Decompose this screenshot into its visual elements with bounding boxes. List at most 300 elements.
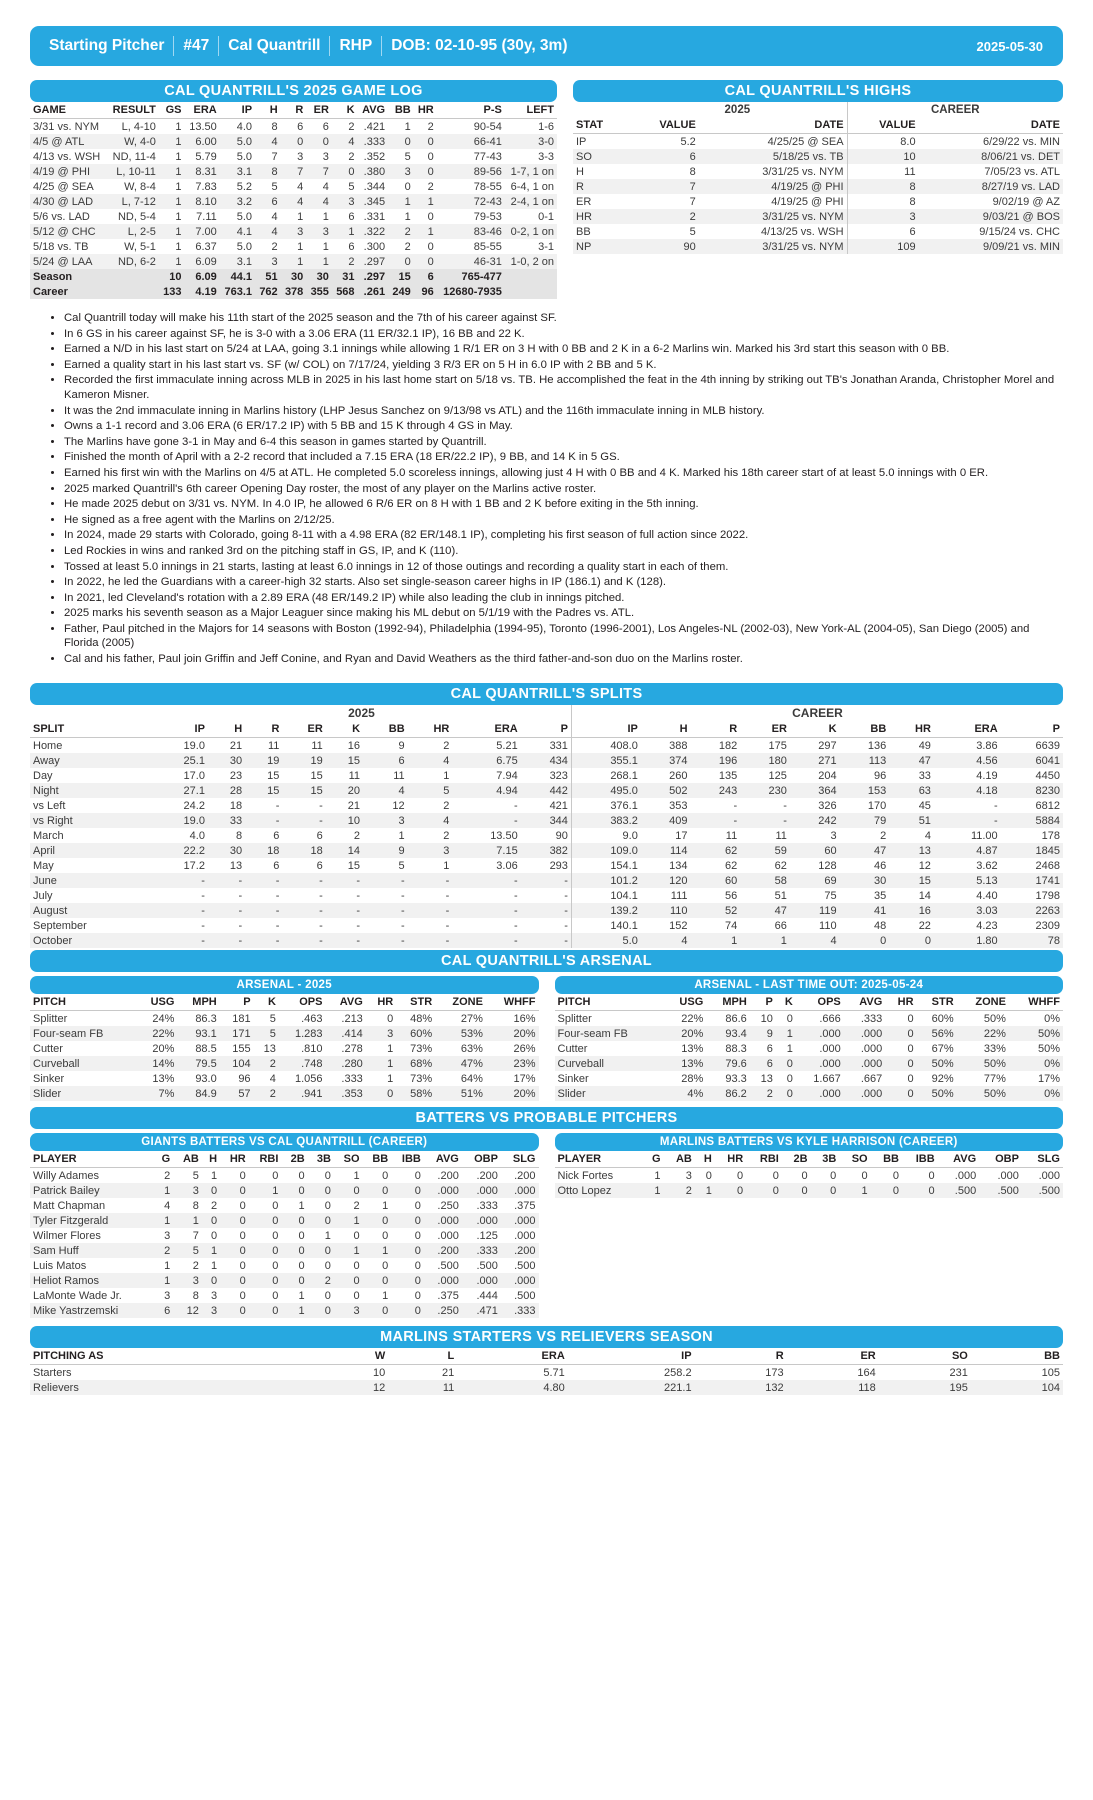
- table-cell: 6: [164, 1304, 171, 1317]
- table-cell: 0: [324, 1244, 331, 1257]
- gamelog-header-row: [30, 102, 557, 119]
- table-cell: 22%: [681, 1012, 704, 1025]
- note-item: • It was the 2nd immaculate inning in Marlins history (LHP Jesus Sanchez on 9/13/98 vs ATL) and the 116th immaculate inning in MLB history.: [64, 404, 1063, 419]
- table-cell: 0: [210, 1274, 218, 1287]
- table-cell: 4.56: [976, 754, 998, 767]
- table-cell: Cutter: [33, 1042, 63, 1055]
- table-cell: .500: [514, 1259, 536, 1272]
- table-cell: 0: [705, 1169, 712, 1182]
- table-cell: 62: [774, 859, 787, 872]
- table-cell: 2: [210, 1199, 218, 1212]
- gamelog-table: [30, 102, 557, 299]
- column-header: PITCH: [555, 994, 664, 1011]
- table-cell: 9/02/19 @ AZ: [992, 195, 1060, 208]
- table-cell: 49: [918, 739, 931, 752]
- table-cell: 0: [210, 1214, 218, 1227]
- table-cell: 111: [670, 889, 688, 902]
- table-cell: 15: [310, 769, 323, 782]
- table-cell: 3-1: [538, 240, 554, 253]
- table-cell: 0: [324, 1289, 331, 1302]
- table-cell: 2: [348, 150, 355, 163]
- table-cell: 0: [382, 1214, 389, 1227]
- table-cell: 5: [192, 1169, 199, 1182]
- table-cell: 110: [669, 904, 688, 917]
- highs-title: CAL QUANTRILL'S HIGHS: [573, 80, 1063, 102]
- table-cell: 173: [765, 1366, 784, 1379]
- table-cell: .500: [1038, 1184, 1060, 1197]
- table-cell: 9.0: [571, 828, 640, 843]
- arsenal-2025-title: ARSENAL - 2025: [30, 976, 539, 994]
- table-cell: -: [319, 889, 323, 902]
- table-cell: 5.21: [496, 739, 518, 752]
- gamelog-section: [30, 80, 557, 299]
- table-cell: 1: [654, 1184, 661, 1197]
- table-cell: .200: [514, 1169, 536, 1182]
- gamelog-total-row: [30, 269, 557, 284]
- table-cell: 15: [267, 769, 280, 782]
- table-cell: 3: [387, 1027, 394, 1040]
- table-cell: -: [201, 919, 205, 932]
- table-cell: 11: [311, 739, 323, 752]
- table-cell: 0%: [1044, 1087, 1060, 1100]
- table-cell: 1: [443, 859, 450, 872]
- column-header: AVG: [358, 102, 389, 119]
- table-cell: 0: [801, 1184, 808, 1197]
- table-cell: -: [319, 814, 323, 827]
- table-cell: 57: [238, 1087, 251, 1100]
- table-cell: .250: [437, 1304, 459, 1317]
- table-cell: Starters: [33, 1366, 72, 1379]
- column-header: L: [388, 1348, 457, 1365]
- note-item: • In 2024, made 29 starts with Colorado, going 8-11 with a 4.98 ERA (82 ER/148.1 IP), completing his first season of full action since 2022.: [64, 528, 1063, 543]
- table-cell: 2: [443, 829, 450, 842]
- table-cell: 0: [348, 165, 355, 178]
- note-item: • Finished the month of April with a 2-2 record that included a 7.15 ERA (18 ER/22.2 IP), 9 BB, and 14 K in 5 GS.: [64, 450, 1063, 465]
- table-cell: 1: [322, 210, 329, 223]
- column-header: P: [750, 994, 776, 1011]
- table-cell: .375: [437, 1289, 459, 1302]
- table-cell: October: [33, 934, 73, 947]
- column-header: BB: [871, 1151, 902, 1168]
- table-cell: 9/09/21 vs. MIN: [982, 240, 1060, 253]
- table-cell: 4.23: [976, 919, 998, 932]
- table-cell: 13.50: [490, 829, 518, 842]
- table-cell: 0: [239, 1244, 246, 1257]
- table-cell: 0-1: [538, 210, 554, 223]
- gamelog-total-row: [30, 284, 557, 299]
- table-cell: 1-7, 1 on: [510, 165, 554, 178]
- column-header: SO: [334, 1151, 363, 1168]
- table-cell: 0: [382, 1259, 389, 1272]
- highs-body: [573, 134, 1063, 255]
- column-header: R: [245, 721, 282, 738]
- table-cell: 1: [175, 255, 182, 268]
- table-cell: 58%: [410, 1087, 433, 1100]
- table-cell: 5.79: [195, 150, 217, 163]
- table-cell: 1: [786, 1042, 793, 1055]
- table-cell: 249: [392, 285, 411, 298]
- table-cell: 2: [427, 180, 434, 193]
- table-cell: 5: [269, 1027, 276, 1040]
- table-cell: 1: [175, 165, 182, 178]
- table-cell: 4.0: [189, 829, 205, 842]
- column-header: OBP: [979, 1151, 1022, 1168]
- table-cell: .333: [476, 1199, 498, 1212]
- column-header: HR: [366, 994, 396, 1011]
- table-cell: 1.667: [813, 1072, 841, 1085]
- table-cell: 0: [353, 1259, 360, 1272]
- arsenal-last-out-body: [555, 1011, 1064, 1102]
- column-header: AVG: [325, 994, 365, 1011]
- table-cell: 1: [404, 210, 411, 223]
- column-header: P-S: [437, 102, 505, 119]
- table-cell: 4: [924, 829, 931, 842]
- table-cell: 79-53: [473, 210, 502, 223]
- table-cell: 0: [210, 1229, 218, 1242]
- table-cell: 7.11: [196, 210, 217, 223]
- table-cell: 20%: [513, 1027, 536, 1040]
- table-cell: 50%: [983, 1057, 1006, 1070]
- table-cell: 35: [874, 889, 887, 902]
- table-cell: -: [201, 889, 205, 902]
- marlins-batters-header-row: [555, 1151, 1064, 1168]
- marlins-batters-body: [555, 1168, 1064, 1199]
- table-cell: .000: [819, 1087, 841, 1100]
- table-cell: 2: [269, 1057, 276, 1070]
- giants-batters-table: [30, 1151, 539, 1318]
- table-cell: 0: [907, 1027, 914, 1040]
- batter-row: [30, 1273, 539, 1288]
- table-cell: 0: [928, 1169, 935, 1182]
- table-cell: 178: [1041, 829, 1060, 842]
- table-cell: 0: [324, 1169, 331, 1182]
- note-item: • 2025 marks his seventh season as a Major Leaguer since making his ML debut on 5/1/19 with the Padres vs. ATL.: [64, 606, 1063, 621]
- table-cell: 152: [669, 919, 688, 932]
- table-cell: 5: [398, 859, 405, 872]
- giants-batters-section: [30, 1133, 539, 1318]
- table-cell: 6/29/22 vs. MIN: [982, 135, 1060, 148]
- column-header: HR: [414, 102, 437, 119]
- table-cell: 4.94: [496, 784, 518, 797]
- column-header: DATE: [919, 117, 1063, 134]
- note-item: • Recorded the first immaculate inning across MLB in 2025 in his last home start on 5/18 vs. TB. He accomplished the feat in the 4th inning by striking out TB's Jonathan Aranda, Christopher Morel and Kameron Misner.: [64, 373, 1063, 402]
- table-cell: -: [564, 919, 568, 932]
- table-cell: 13.50: [189, 120, 217, 133]
- table-cell: 6: [297, 120, 304, 133]
- table-cell: 9: [398, 739, 405, 752]
- table-cell: .000: [476, 1274, 498, 1287]
- table-cell: vs Left: [33, 799, 66, 812]
- table-cell: 4: [322, 195, 329, 208]
- column-header: IP: [571, 721, 640, 738]
- table-cell: 7: [689, 195, 696, 208]
- table-cell: 1: [348, 225, 355, 238]
- table-cell: 139.2: [571, 903, 640, 918]
- arsenal-row: [30, 976, 1063, 1101]
- arsenal-last-out-section: [555, 976, 1064, 1101]
- table-cell: 11: [442, 1381, 455, 1394]
- table-cell: 6: [348, 240, 355, 253]
- table-cell: 5.2: [680, 135, 696, 148]
- table-cell: 6: [398, 754, 405, 767]
- table-cell: 0: [298, 1259, 305, 1272]
- table-cell: R: [576, 180, 584, 193]
- note-item: • In 2021, led Cleveland's rotation with a 2.89 ERA (48 ER/149.2 IP) while also leading the club in innings pitched.: [64, 591, 1063, 606]
- table-cell: 1: [324, 1229, 331, 1242]
- table-cell: 6.37: [195, 240, 217, 253]
- table-cell: L, 7-12: [121, 195, 156, 208]
- table-cell: -: [514, 904, 518, 917]
- table-cell: 78: [1047, 934, 1060, 947]
- arsenal-row-item: [555, 1086, 1064, 1101]
- table-cell: 6: [271, 195, 278, 208]
- splits-row: [30, 858, 1063, 873]
- table-cell: .278: [341, 1042, 363, 1055]
- table-cell: 6: [766, 1042, 773, 1055]
- table-cell: -: [564, 934, 568, 947]
- table-cell: 383.2: [571, 813, 640, 828]
- table-cell: 0: [298, 1274, 305, 1287]
- table-cell: July: [33, 889, 53, 902]
- table-cell: 153: [867, 784, 887, 797]
- table-cell: 6: [316, 859, 323, 872]
- table-cell: W, 4-0: [124, 135, 156, 148]
- table-cell: 2309: [1035, 919, 1060, 932]
- table-cell: -: [319, 904, 323, 917]
- pitching-split-row: [30, 1365, 1063, 1381]
- table-cell: 50%: [1037, 1042, 1060, 1055]
- table-cell: .748: [301, 1057, 323, 1070]
- gamelog-row: [30, 194, 557, 209]
- table-cell: 5/12 @ CHC: [33, 225, 96, 238]
- table-cell: 1: [382, 1244, 389, 1257]
- table-cell: 30: [874, 874, 887, 887]
- arsenal-2025-section: [30, 976, 539, 1101]
- table-cell: 93.4: [725, 1027, 747, 1040]
- table-cell: 4: [269, 1072, 276, 1085]
- table-cell: 0: [907, 1087, 914, 1100]
- table-cell: 5.0: [571, 933, 640, 948]
- table-cell: 17.0: [183, 769, 205, 782]
- table-cell: 77%: [983, 1072, 1006, 1085]
- column-header: BB: [363, 1151, 392, 1168]
- table-cell: 5.2: [236, 180, 253, 193]
- table-cell: 221.1: [664, 1381, 692, 1394]
- table-cell: 0: [239, 1214, 246, 1227]
- table-cell: 0: [239, 1199, 246, 1212]
- table-cell: 5.0: [236, 150, 253, 163]
- highs-table: [573, 102, 1063, 254]
- table-cell: 3.03: [976, 904, 998, 917]
- table-cell: 164: [857, 1366, 876, 1379]
- gamelog-row: [30, 119, 557, 135]
- table-cell: 27.1: [183, 784, 205, 797]
- table-cell: 2: [404, 240, 411, 253]
- table-cell: .000: [860, 1027, 883, 1040]
- highs-row: [573, 239, 1063, 254]
- table-cell: .297: [363, 255, 386, 268]
- column-header: USG: [664, 994, 707, 1011]
- table-cell: 11: [725, 829, 738, 842]
- table-cell: .200: [476, 1169, 498, 1182]
- table-cell: Slider: [33, 1087, 62, 1100]
- table-cell: 3: [847, 209, 919, 224]
- table-cell: 68%: [410, 1057, 433, 1070]
- table-cell: 1: [192, 1214, 199, 1227]
- table-cell: 355.1: [571, 753, 640, 768]
- table-cell: -: [401, 874, 405, 887]
- table-cell: 409: [669, 814, 688, 827]
- table-cell: 230: [768, 784, 787, 797]
- table-cell: -: [238, 904, 243, 917]
- table-cell: 4: [164, 1199, 171, 1212]
- column-header: USG: [136, 994, 177, 1011]
- table-cell: 7/05/23 vs. ATL: [984, 165, 1060, 178]
- table-cell: 0: [907, 1042, 914, 1055]
- table-cell: 8: [689, 165, 696, 178]
- table-cell: 5.0: [236, 240, 253, 253]
- column-header: IBB: [902, 1151, 938, 1168]
- table-cell: 12680-7935: [443, 285, 502, 298]
- table-cell: 4: [271, 225, 278, 238]
- table-cell: 62: [724, 859, 738, 872]
- splits-row: [30, 903, 1063, 918]
- splits-section: [30, 683, 1063, 949]
- table-cell: Matt Chapman: [33, 1199, 106, 1212]
- splits-row: [30, 798, 1063, 813]
- table-cell: Willy Adames: [33, 1169, 100, 1182]
- table-cell: 1: [175, 210, 182, 223]
- table-cell: 242: [818, 814, 837, 827]
- table-cell: 4: [297, 180, 304, 193]
- table-cell: 180: [768, 754, 787, 767]
- table-cell: 3.06: [496, 859, 518, 872]
- table-cell: ER: [576, 195, 592, 208]
- table-cell: 3: [348, 195, 355, 208]
- table-cell: 48: [874, 919, 887, 932]
- table-cell: 13: [263, 1042, 276, 1055]
- table-cell: 12: [392, 799, 405, 812]
- table-cell: .333: [476, 1244, 498, 1257]
- table-cell: 12: [918, 859, 931, 872]
- table-cell: 5: [689, 225, 696, 238]
- table-cell: 140.1: [571, 918, 640, 933]
- table-cell: 326: [818, 799, 837, 812]
- table-cell: 23%: [513, 1057, 536, 1070]
- table-cell: 4: [348, 135, 355, 148]
- table-cell: .380: [363, 165, 386, 178]
- table-cell: 4/19/25 @ PHI: [771, 180, 844, 193]
- table-cell: 0: [272, 1214, 279, 1227]
- table-cell: 0: [404, 135, 411, 148]
- table-cell: .000: [954, 1169, 977, 1182]
- table-cell: 45: [918, 799, 931, 812]
- table-cell: 56: [724, 889, 738, 902]
- table-cell: 1: [210, 1169, 218, 1182]
- table-cell: 378: [284, 285, 304, 298]
- table-cell: 5: [443, 784, 450, 797]
- table-cell: 297: [818, 739, 837, 752]
- table-cell: 58: [774, 874, 787, 887]
- table-cell: 2: [427, 120, 434, 133]
- table-cell: Home: [33, 739, 63, 752]
- table-cell: 75: [824, 889, 837, 902]
- table-cell: 10: [169, 270, 182, 283]
- table-cell: 9/03/21 @ BOS: [982, 210, 1060, 223]
- table-cell: 51: [918, 814, 931, 827]
- table-cell: 3: [685, 1169, 692, 1182]
- splits-row: [30, 873, 1063, 888]
- table-cell: 1: [427, 225, 434, 238]
- table-cell: L, 4-10: [121, 120, 156, 133]
- column-header: GS: [159, 102, 185, 119]
- highs-section: [573, 80, 1063, 254]
- table-cell: 1: [731, 934, 738, 947]
- table-cell: 0: [239, 1274, 246, 1287]
- table-cell: 4: [271, 210, 278, 223]
- table-cell: Night: [33, 784, 59, 797]
- table-cell: Away: [33, 754, 60, 767]
- table-cell: 2: [404, 225, 411, 238]
- table-cell: .375: [514, 1199, 536, 1212]
- column-header: IP: [220, 102, 255, 119]
- table-cell: 56%: [931, 1027, 954, 1040]
- column-header: K: [776, 994, 796, 1011]
- table-cell: .352: [363, 150, 386, 163]
- splits-group-career: CAREER: [571, 705, 1063, 722]
- arsenal-2025-body: [30, 1011, 539, 1102]
- highs-group-spacer: [573, 102, 628, 117]
- table-cell: 434: [549, 754, 568, 767]
- table-cell: 0: [907, 1072, 914, 1085]
- table-cell: 47: [774, 904, 787, 917]
- table-cell: 79.5: [195, 1057, 217, 1070]
- table-cell: -: [733, 799, 738, 812]
- table-cell: 1: [164, 1274, 171, 1287]
- marlins-batters-table: [555, 1151, 1064, 1198]
- table-cell: 33%: [983, 1042, 1006, 1055]
- table-cell: 2: [164, 1244, 171, 1257]
- table-cell: 19.0: [183, 814, 205, 827]
- table-cell: 2: [443, 799, 450, 812]
- column-header: STR: [396, 994, 435, 1011]
- table-cell: [505, 269, 557, 284]
- table-cell: 0: [414, 1244, 421, 1257]
- table-cell: 0: [239, 1184, 246, 1197]
- table-cell: -: [994, 799, 998, 812]
- table-cell: 1: [175, 135, 182, 148]
- column-header: HR: [408, 721, 453, 738]
- table-cell: -: [514, 889, 518, 902]
- table-cell: .000: [514, 1229, 536, 1242]
- table-cell: 3: [271, 255, 278, 268]
- table-cell: Career: [33, 285, 68, 298]
- table-cell: 5.0: [236, 210, 253, 223]
- table-cell: 0: [324, 1184, 331, 1197]
- table-cell: 0: [427, 135, 434, 148]
- table-cell: 0: [737, 1184, 744, 1197]
- arsenal-last-out-title: ARSENAL - LAST TIME OUT: 2025-05-24: [555, 976, 1064, 994]
- table-cell: 0%: [1044, 1012, 1060, 1025]
- table-cell: 21: [442, 1366, 455, 1379]
- table-cell: 170: [867, 799, 887, 812]
- table-cell: 11: [348, 769, 361, 782]
- column-header: ERA: [184, 102, 219, 119]
- table-cell: 243: [718, 784, 738, 797]
- table-cell: 18: [229, 799, 243, 812]
- table-cell: 1: [164, 1184, 171, 1197]
- table-cell: 12: [373, 1381, 386, 1394]
